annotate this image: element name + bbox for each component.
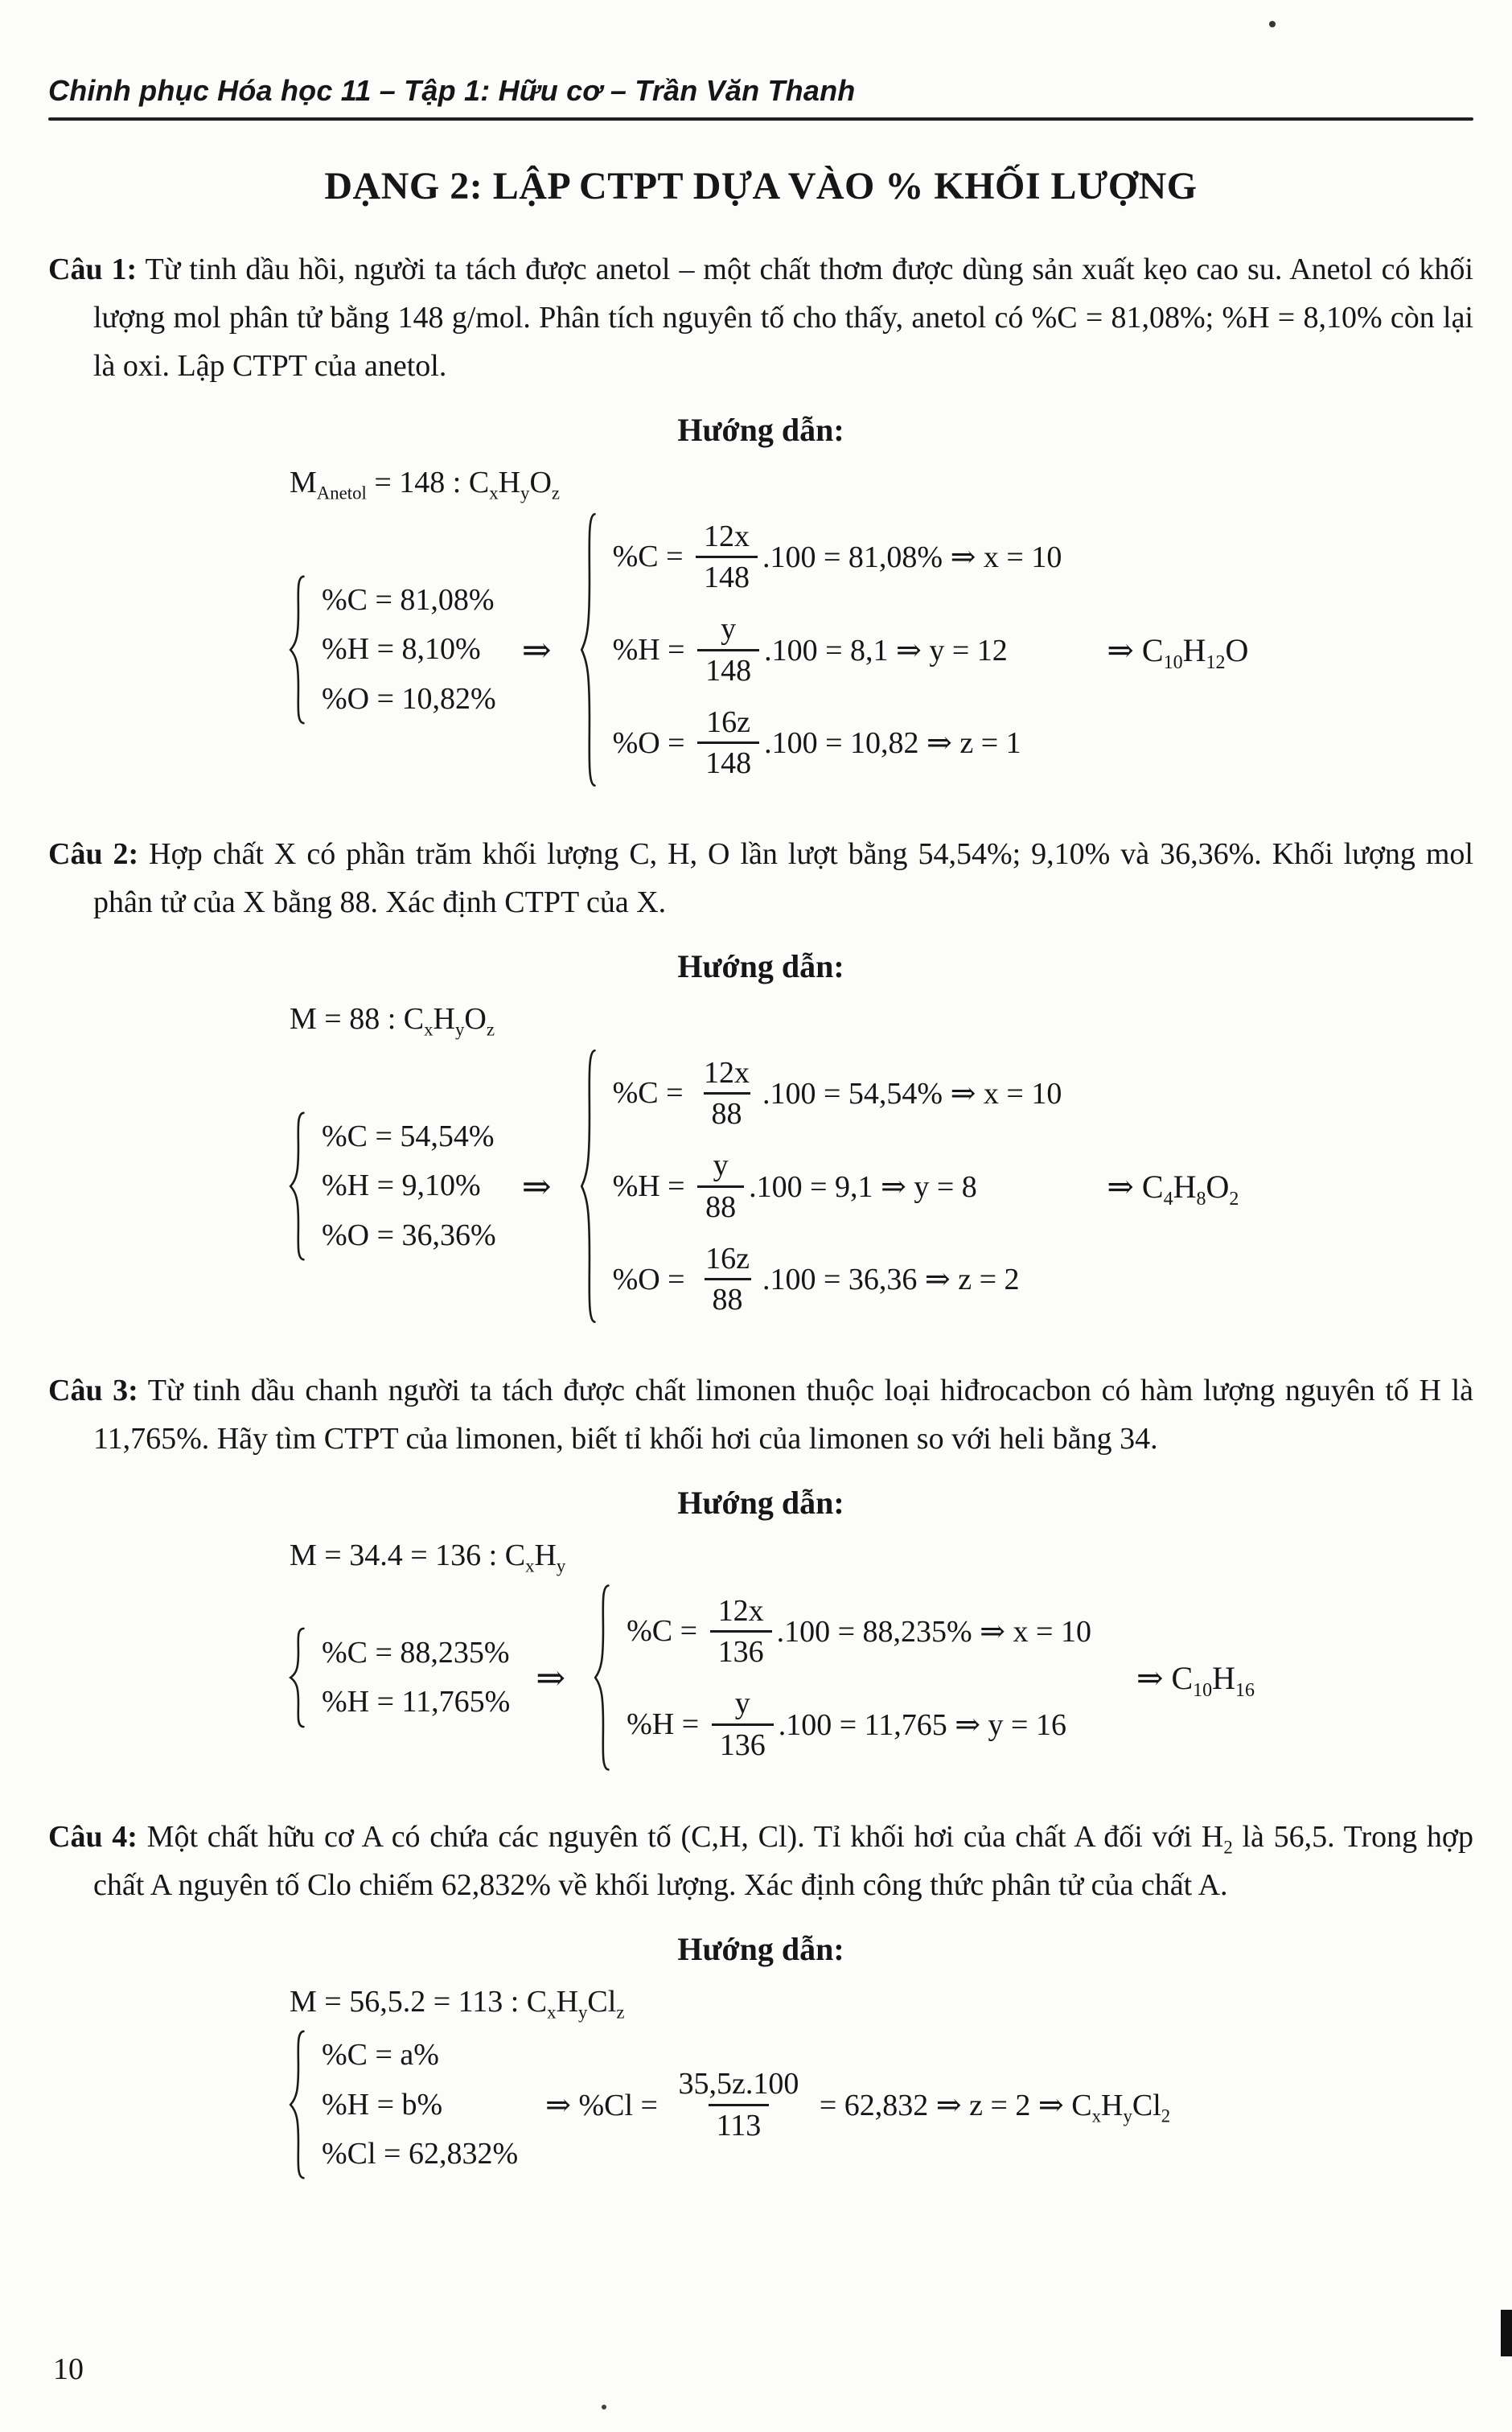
equation-lhs: %C = (627, 1614, 705, 1649)
problem-1-result-formula: ⇒ $C_{10}H_{12}O$ (1107, 631, 1249, 673)
problem-1-given-lines (322, 576, 496, 725)
problem-2-equations (613, 1047, 1062, 1326)
equation-row (627, 1592, 1091, 1672)
problem-3-math-row (286, 1583, 1473, 1773)
equation-rhs: .100 = 8,1 ⇒ y = 12 (764, 633, 1008, 668)
left-brace-icon (286, 2029, 307, 2180)
equation-row (613, 1146, 1062, 1226)
left-brace-icon (577, 1046, 598, 1326)
problem-1-math-row (286, 510, 1473, 790)
problem-1-text: Từ tinh dầu hồi, người ta tách được anetol – một chất thơm được dùng sản xuất kẹo cao su. Anetol có khối lượng mol phân tử bằng 148 g/mol. Phân tích nguyên tố cho thấy, anetol có %C = 81,08%; %H = 8,10% còn lại là oxi. Lập CTPT của anetol. (93, 253, 1473, 384)
problem-4-given-system (286, 2029, 518, 2180)
problem-2-result-formula: ⇒ $C_4H_8O_2$ (1107, 1168, 1239, 1210)
problem-3-label: Câu 3: (48, 1374, 138, 1408)
given-line: %C = 54,54% (322, 1119, 495, 1153)
left-brace-icon (591, 1583, 612, 1773)
fraction-denominator: 113 (709, 2104, 770, 2145)
problem-3-equation-system (591, 1583, 1091, 1773)
problem-3-given-system (286, 1627, 510, 1728)
running-header-block (48, 74, 1473, 121)
fraction (710, 1592, 772, 1672)
equation-lhs: %O = (612, 725, 693, 760)
fraction-numerator: y (721, 612, 737, 647)
given-line: %Cl = 62,832% (322, 2137, 519, 2171)
fraction-denominator: 88 (697, 1185, 744, 1226)
equation-row (613, 703, 1062, 783)
page-number: 10 (53, 2352, 84, 2386)
equation-lhs: %H = (612, 1169, 693, 1204)
equation-lhs: %O = (612, 1262, 693, 1296)
left-brace-icon (577, 510, 598, 790)
implies-arrow: ⇒ (521, 630, 552, 670)
fraction-denominator: 136 (712, 1723, 774, 1764)
equation-lhs: %C = (612, 1076, 691, 1111)
problem-4-label: Câu 4: (48, 1820, 138, 1855)
implies-arrow: ⇒ (536, 1658, 566, 1698)
problem-4-result-formula: = 62,832 ⇒ z = 2 ⇒ $C_xH_yCl_2$ (811, 2088, 1171, 2126)
given-line: %H = 9,10% (322, 1169, 481, 1203)
equation-lhs: %H = (612, 633, 693, 668)
problem-1-statement (48, 245, 1473, 390)
fraction-denominator: 88 (704, 1092, 750, 1133)
fraction-numerator: y (734, 1686, 750, 1721)
problem-2-label: Câu 2: (48, 837, 139, 872)
problem-1-mass-line: $M_{Anetol} = 148$ : $C_xH_yO_z$ (290, 466, 561, 503)
fraction (697, 1239, 758, 1320)
scan-speck (602, 2405, 606, 2409)
problem-3-mass-line: M = 34.4 = 136 : $C_xH_y$ (290, 1538, 566, 1576)
equation-row (627, 1684, 1091, 1764)
given-line: %H = b% (322, 2087, 443, 2122)
given-line: %C = 81,08% (322, 582, 495, 617)
problem-2-mass-line: M = 88 : $C_xH_yO_z$ (290, 1002, 495, 1040)
problem-1-equation-system (577, 510, 1062, 790)
running-header: Chinh phục Hóa học 11 – Tập 1: Hữu cơ – Trần Văn Thanh (48, 74, 856, 107)
equation-rhs: .100 = 11,765 ⇒ y = 16 (778, 1707, 1066, 1742)
given-line: %H = 8,10% (322, 632, 481, 667)
equation-rhs: .100 = 36,36 ⇒ z = 2 (762, 1263, 1020, 1297)
section-title: DẠNG 2: LẬP CTPT DỰA VÀO % KHỐI LƯỢNG (324, 165, 1198, 207)
fraction-denominator: 148 (696, 556, 758, 597)
equation-rhs: .100 = 88,235% ⇒ x = 10 (776, 1614, 1091, 1649)
guide-heading-2: Hướng dẫn: (677, 948, 844, 985)
left-brace-icon (286, 574, 307, 725)
fraction-numerator: 16z (705, 1242, 750, 1276)
scan-bleed-mark (1501, 2310, 1512, 2356)
fraction-denominator: 148 (697, 742, 759, 783)
problem-4-text: Một chất hữu cơ A có chứa các nguyên tố (C,H, Cl). Tỉ khối hơi của chất A đối với $H_2$ là 56,5. Trong hợp chất A nguyên tố Clo chiếm 62,832% về khối lượng. Xác định công thức phân tử của chất A. (93, 1820, 1473, 1903)
fraction-denominator: 136 (710, 1630, 772, 1671)
problem-1-given-system (286, 574, 496, 725)
given-line: %O = 10,82% (322, 681, 496, 716)
fraction-numerator: 12x (704, 519, 750, 553)
problem-4-statement (48, 1813, 1473, 1909)
given-line: %C = a% (322, 2037, 439, 2072)
fraction-numerator: 16z (706, 705, 751, 739)
problem-4-final-equation (545, 2064, 1170, 2145)
fraction-denominator: 88 (705, 1278, 751, 1319)
guide-heading-1: Hướng dẫn: (677, 412, 844, 449)
equation-row (613, 610, 1062, 690)
fraction (696, 1054, 758, 1134)
problem-2-math-row (286, 1046, 1473, 1326)
equation-lhs: %H = (627, 1707, 707, 1742)
problem-3-result-formula: ⇒ $C_{10}H_{16}$ (1136, 1659, 1255, 1701)
problem-2-given-system (286, 1111, 496, 1262)
problem-3-given-lines (322, 1629, 510, 1727)
fraction-denominator: 148 (697, 649, 759, 690)
problem-1-equations (613, 511, 1062, 790)
equation-row (613, 517, 1062, 598)
guide-heading-4: Hướng dẫn: (677, 1931, 844, 1968)
fraction-numerator: 12x (717, 1593, 764, 1628)
fraction (670, 2064, 807, 2145)
fraction (697, 1146, 744, 1226)
problem-4-math-row (286, 2029, 1473, 2180)
problem-4-mass-line: M = 56,5.2 = 113 : $C_xH_yCl_z$ (290, 1985, 625, 2023)
left-brace-icon (286, 1111, 307, 1262)
equation-lhs: %C = (612, 540, 691, 574)
fraction-numerator: y (713, 1148, 729, 1183)
problem-3-equations (627, 1585, 1091, 1771)
problem-4-given-lines (322, 2031, 518, 2179)
given-line: %H = 11,765% (322, 1685, 511, 1719)
problem-2-given-lines (322, 1112, 496, 1261)
fraction (712, 1684, 774, 1764)
guide-heading-3: Hướng dẫn: (677, 1485, 844, 1522)
given-line: %O = 36,36% (322, 1218, 496, 1252)
equation-rhs: .100 = 54,54% ⇒ x = 10 (762, 1076, 1062, 1111)
fraction-numerator: 35,5z.100 (678, 2067, 799, 2101)
equation-row (613, 1239, 1062, 1320)
fraction-numerator: 12x (704, 1055, 750, 1090)
problem-2-statement (48, 830, 1473, 926)
problem-3-statement (48, 1366, 1473, 1463)
given-line: %C = 88,235% (322, 1635, 510, 1670)
fraction (697, 610, 759, 690)
equation-rhs: .100 = 9,1 ⇒ y = 8 (749, 1169, 977, 1204)
equation-rhs: .100 = 10,82 ⇒ z = 1 (764, 726, 1021, 761)
fraction (696, 517, 758, 598)
left-brace-icon (286, 1627, 307, 1728)
equation-row (613, 1054, 1062, 1134)
implies-arrow: ⇒ (521, 1166, 552, 1206)
problem-1-label: Câu 1: (48, 253, 138, 286)
problem-2-equation-system (577, 1046, 1062, 1326)
scan-speck (1269, 21, 1276, 27)
problem-3-text: Từ tinh dầu chanh người ta tách được chất limonen thuộc loại hiđrocacbon có hàm lượng nguyên tố H là 11,765%. Hãy tìm CTPT của limonen, biết tỉ khối hơi của limonen so với heli bằng 34. (93, 1374, 1473, 1456)
header-rule (48, 117, 1473, 121)
equation-rhs: .100 = 81,08% ⇒ x = 10 (762, 540, 1062, 574)
problem-2-text: Hợp chất X có phần trăm khối lượng C, H, O lần lượt bằng 54,54%; 9,10% và 36,36%. Khối lượng mol phân tử của X bằng 88. Xác định CTPT của X. (93, 837, 1473, 920)
fraction (697, 703, 759, 783)
equation-lhs: ⇒ %Cl = (545, 2088, 666, 2122)
